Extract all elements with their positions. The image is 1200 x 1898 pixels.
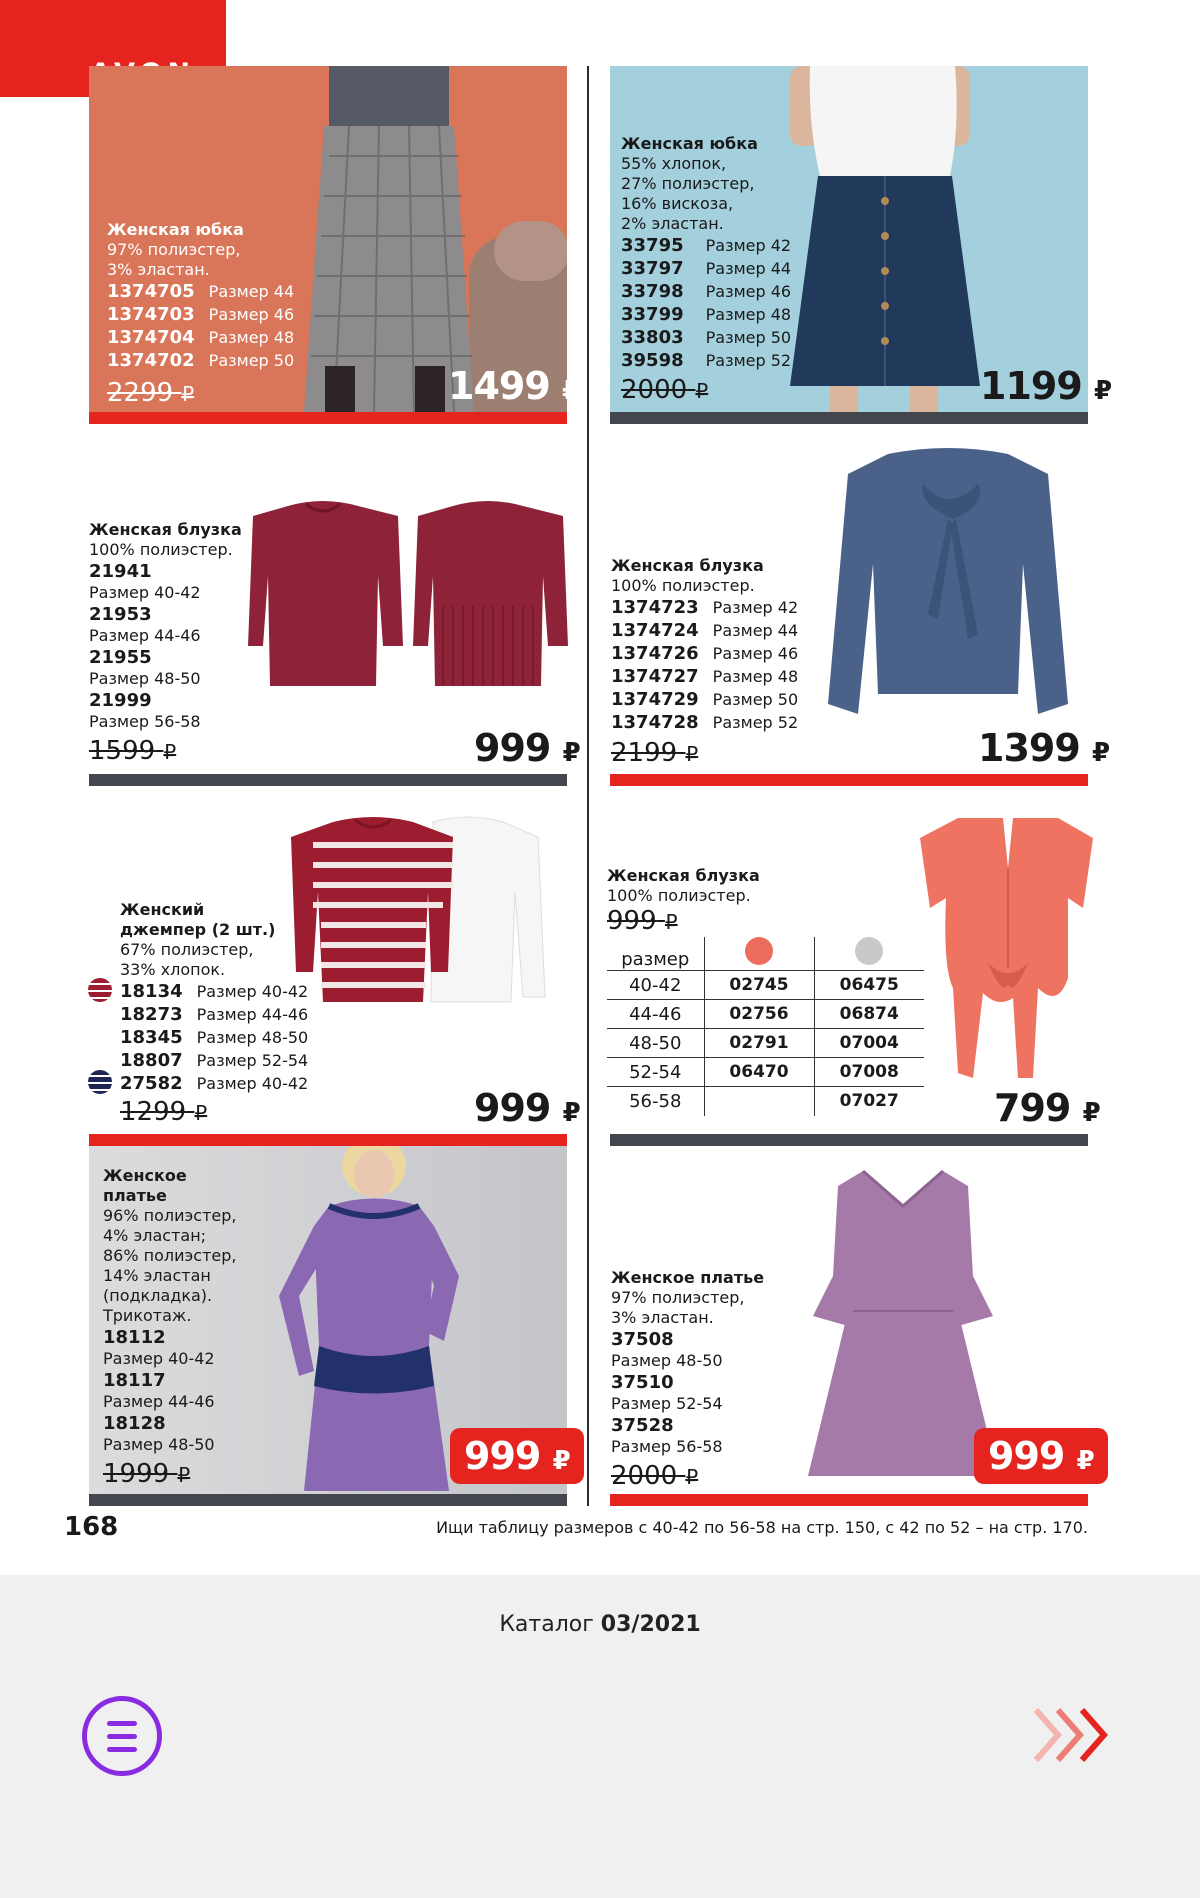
panel-bar [89,774,567,786]
product-photo-blouse-coral [918,808,1098,1082]
product-title: Женская блузка [611,556,764,575]
product-title-line: платье [103,1186,167,1205]
size-label: Размер 52-54 [611,1394,723,1413]
table-cell-size: 40-42 [607,971,704,1000]
product-photo-blouse-blue [828,444,1073,728]
table-cell-code: 02745 [704,971,814,1000]
product-photo-dress-lilac [808,1166,998,1490]
size-label: Размер 48 [208,328,295,347]
old-price: 1599 ₽ [89,736,177,766]
product-code: 1374726 [611,643,699,664]
size-label: Размер 56-58 [89,712,201,731]
table-cell-code: 02756 [704,1000,814,1029]
blue-bow-blouse-image [828,444,1073,724]
product-code: 1374729 [611,689,699,710]
composition-line: 97% полиэстер, [107,240,241,259]
composition-line: 96% полиэстер, [103,1206,237,1225]
composition-line: 97% полиэстер, [611,1288,745,1307]
price: 999 ₽ [474,726,580,770]
composition-line: 16% вискоза, [621,194,734,213]
size-label: Размер 46 [712,644,799,663]
size-label: Размер 44 [705,259,792,278]
product-info-p7 [103,1166,237,1489]
size-label: Размер 44-46 [89,626,201,645]
table-row [607,1087,924,1116]
panel-bar [89,1134,567,1146]
product-info-p6 [607,866,760,936]
product-title-line: Женское [103,1166,187,1185]
product-info-p2 [621,134,791,405]
product-code: 33799 [621,304,684,325]
color-swatch-burgundy [88,978,112,1002]
size-label: Размер 42 [705,236,792,255]
table-header-row [607,937,924,971]
product-code: 37510 [611,1372,674,1393]
product-code: 33797 [621,258,684,279]
striped-jumper-image [283,812,583,1012]
panel-bar [610,412,1088,424]
panel-bar [89,412,567,424]
size-label: Размер 44 [712,621,799,640]
size-label: Размер 44-46 [103,1392,215,1411]
price: 1399 ₽ [978,726,1110,770]
table-cell-code [704,1087,814,1116]
size-label: Размер 44 [208,282,295,301]
size-label: Размер 48-50 [611,1351,723,1370]
color-column-coral [704,937,814,971]
size-label: Размер 46 [208,305,295,324]
size-label: Размер 50 [712,690,799,709]
table-row [607,971,924,1000]
size-label: Размер 48-50 [89,669,201,688]
size-label: Размер 46 [705,282,792,301]
product-title-line: Женский [120,900,205,919]
composition-line: 3% эластан. [107,260,210,279]
product-photo-blouse-burgundy [248,496,578,700]
size-label: Размер 50 [705,328,792,347]
coral-blouse-image [918,808,1098,1078]
old-price: 2000 ₽ [611,1461,699,1491]
table-cell-size: 56-58 [607,1087,704,1116]
size-label: Размер 56-58 [611,1437,723,1456]
product-code: 21941 [89,561,152,582]
product-code: 1374702 [107,350,195,371]
composition-line: 27% полиэстер, [621,174,755,193]
product-code: 18128 [103,1413,166,1434]
old-price: 1299 ₽ [120,1097,208,1127]
price: 1499 ₽ [448,364,580,408]
product-code: 1374727 [611,666,699,687]
table-row [607,1029,924,1058]
table-cell-code: 02791 [704,1029,814,1058]
product-code: 18117 [103,1370,166,1391]
panel-bar [610,1134,1088,1146]
panel-bar [610,774,1088,786]
composition-line: 3% эластан. [611,1308,714,1327]
composition-line: Трикотаж. [103,1306,192,1325]
price: 1199 ₽ [980,364,1112,408]
size-label: Размер 40-42 [89,583,201,602]
product-code: 1374723 [611,597,699,618]
catalog-issue: 03/2021 [600,1612,701,1637]
size-label: Размер 40-42 [196,982,309,1001]
composition-line: 100% полиэстер. [607,886,751,905]
composition-line: 14% эластан [103,1266,211,1285]
catalog-label-text: Каталог [499,1612,594,1637]
size-label: Размер 50 [208,351,295,370]
table-header-size: размер [607,937,704,971]
price: 999 ₽ [450,1428,584,1484]
price: 999 ₽ [974,1428,1108,1484]
color-column-gray [814,937,924,971]
size-label: Размер 48-50 [103,1435,215,1454]
size-table [607,937,924,1116]
table-row [607,1000,924,1029]
size-table-note: Ищи таблицу размеров с 40-42 по 56-58 на стр. 150, с 42 по 52 – на стр. 170. [436,1518,1088,1537]
product-info-p3 [89,520,242,766]
table-cell-size: 48-50 [607,1029,704,1058]
product-code: 27582 [120,1073,183,1094]
table-row [607,1058,924,1087]
table-cell-code: 06874 [814,1000,924,1029]
size-label: Размер 40-42 [196,1074,309,1093]
product-code: 1374704 [107,327,195,348]
table-cell-code: 07004 [814,1029,924,1058]
table-cell-code: 07027 [839,1091,899,1112]
composition-line: 100% полиэстер. [611,576,755,595]
product-title-line: джемпер (2 шт.) [120,920,276,939]
old-price: 1999 ₽ [103,1459,191,1489]
product-title: Женская блузка [89,520,242,539]
composition-line: 33% хлопок. [120,960,226,979]
catalog-label [0,1612,1200,1637]
product-code: 18273 [120,1004,183,1025]
product-code: 33795 [621,235,684,256]
composition-line: 55% хлопок, [621,154,727,173]
lilac-dress-image [808,1166,998,1486]
panel-bar [89,1494,567,1506]
double-chevron-right-icon[interactable] [1030,1700,1120,1770]
product-code: 1374703 [107,304,195,325]
burgundy-blouse-image [248,496,578,696]
product-code: 18807 [120,1050,183,1071]
size-label: Размер 44-46 [196,1005,309,1024]
size-label: Размер 52 [705,351,792,370]
product-code: 21955 [89,647,152,668]
table-cell-code: 06470 [704,1058,814,1087]
product-info-p4 [611,556,798,768]
size-label: Размер 48-50 [196,1028,309,1047]
product-code: 1374724 [611,620,699,641]
size-label: Размер 52-54 [196,1051,309,1070]
product-photo-jumper-set [283,812,583,1016]
product-code: 39598 [621,350,684,371]
composition-line: 2% эластан. [621,214,724,233]
product-code: 18345 [120,1027,183,1048]
size-label: Размер 48 [705,305,792,324]
size-label: Размер 52 [712,713,799,732]
hamburger-menu-icon[interactable] [82,1696,162,1776]
composition-line: (подкладка). [103,1286,213,1305]
composition-line: 86% полиэстер, [103,1246,237,1265]
price: 999 ₽ [474,1086,580,1130]
product-code: 37528 [611,1415,674,1436]
table-cell-size: 44-46 [607,1000,704,1029]
table-cell-code: 06475 [814,971,924,1000]
price: 799 ₽ [994,1086,1100,1130]
product-code: 33798 [621,281,684,302]
old-price: 999 ₽ [607,906,678,936]
composition-line: 4% эластан; [103,1226,207,1245]
table-cell-code: 07008 [814,1058,924,1087]
product-info-p1 [107,220,294,408]
product-info-p5 [120,900,308,1127]
product-info-p8 [611,1268,764,1491]
product-title: Женское платье [611,1268,765,1287]
column-divider [587,66,589,1506]
old-price: 2299 ₽ [107,378,195,408]
panel-bar [610,1494,1088,1506]
product-title: Женская юбка [621,134,758,153]
old-price: 2199 ₽ [611,738,699,768]
size-label: Размер 40-42 [103,1349,215,1368]
size-label: Размер 48 [712,667,799,686]
product-code: 21999 [89,690,152,711]
page-number: 168 [64,1512,119,1542]
product-title: Женская блузка [607,866,760,885]
old-price: 2000 ₽ [621,375,709,405]
product-code: 37508 [611,1329,674,1350]
table-cell-size: 52-54 [607,1058,704,1087]
product-code: 21953 [89,604,152,625]
composition-line: 67% полиэстер, [120,940,254,959]
product-code: 33803 [621,327,684,348]
product-code: 1374705 [107,281,195,302]
product-code: 1374728 [611,712,699,733]
color-swatch-navy [88,1070,112,1094]
composition-line: 100% полиэстер. [89,540,233,559]
product-title: Женская юбка [107,220,244,239]
size-label: Размер 42 [712,598,799,617]
product-code: 18112 [103,1327,166,1348]
product-code: 18134 [120,981,183,1002]
